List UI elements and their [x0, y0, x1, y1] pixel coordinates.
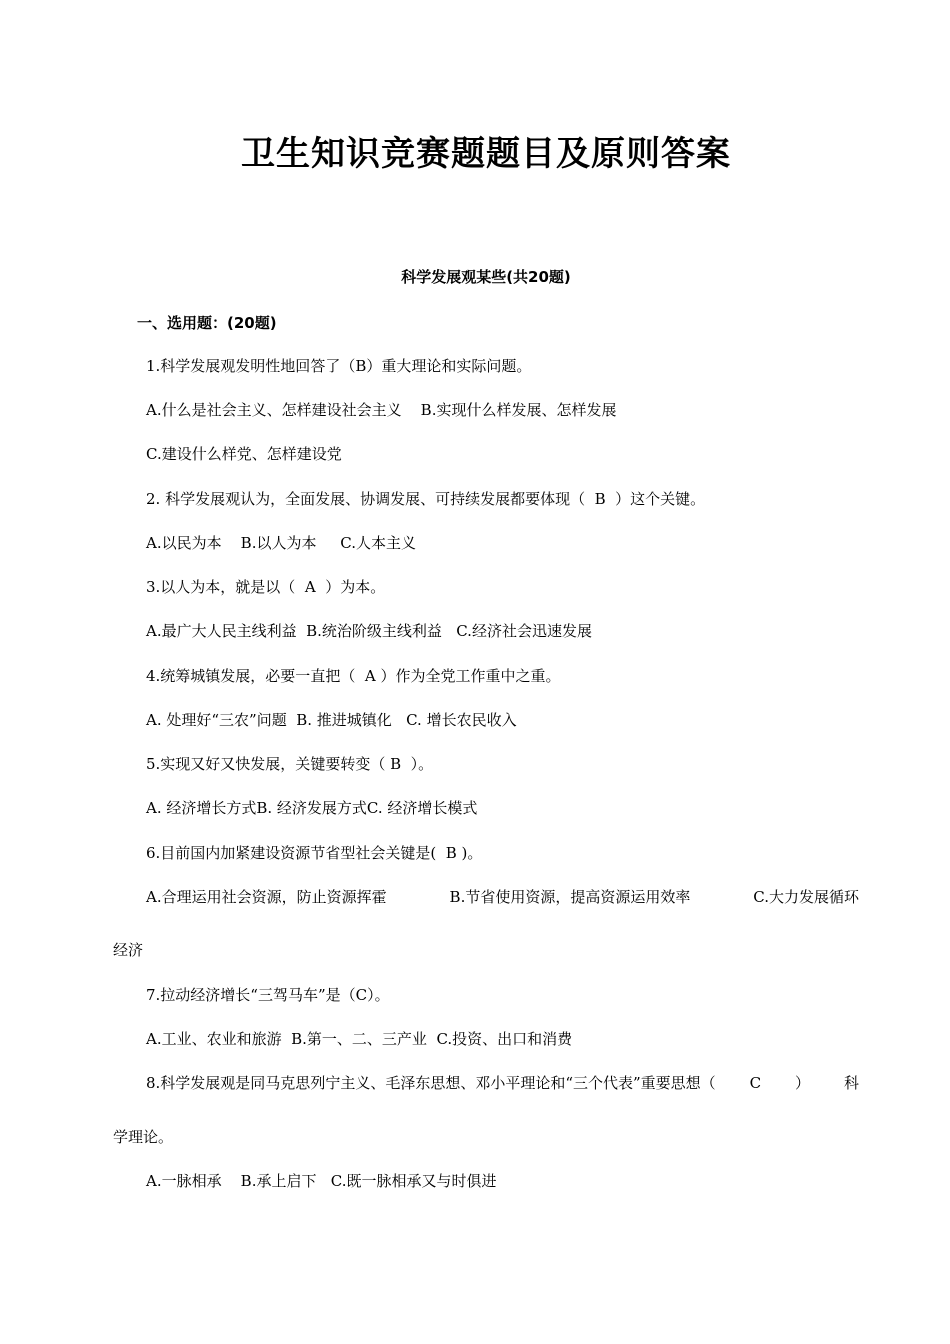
section-title: 科学发展观某些(共20题) — [401, 268, 571, 286]
question-1-option-c: C.建设什么样党、怎样建设党 — [146, 445, 342, 463]
question-8-bracket: ） — [795, 1074, 811, 1092]
question-5: 5.实现又好又快发展，关键要转变（ B ）。 — [146, 755, 434, 773]
question-2: 2. 科学发展观认为，全面发展、协调发展、可持续发展都要体现（ B ）这个关键。 — [146, 490, 706, 508]
question-6-options-continued: 经济 — [113, 941, 144, 959]
question-3-options: A.最广大人民主线利益 B.统治阶级主线利益 C.经济社会迅速发展 — [146, 622, 592, 640]
question-6: 6.目前国内加紧建设资源节省型社会关键是( B )。 — [146, 844, 483, 862]
question-8-answer: C — [749, 1074, 762, 1092]
question-2-options: A.以民为本 B.以人为本 C.人本主义 — [146, 534, 417, 552]
question-8-text-end: 科 — [843, 1074, 859, 1092]
question-5-options: A. 经济增长方式B. 经济发展方式C. 经济增长模式 — [146, 799, 478, 817]
question-7: 7.拉动经济增长“三驾马车”是（C）。 — [146, 986, 390, 1004]
question-6-option-c: C.大力发展循环 — [753, 888, 859, 906]
question-7-options: A.工业、农业和旅游 B.第一、二、三产业 C.投资、出口和消费 — [146, 1030, 573, 1048]
question-1: 1.科学发展观发明性地回答了（B）重大理论和实际问题。 — [146, 357, 532, 375]
question-1-options-ab: A.什么是社会主义、怎样建设社会主义 B.实现什么样发展、怎样发展 — [146, 401, 617, 419]
question-6-option-a: A.合理运用社会资源，防止资源挥霍 — [146, 888, 387, 906]
question-8 — [146, 1073, 859, 1093]
question-3: 3.以人为本，就是以（ A ）为本。 — [146, 578, 386, 596]
question-6-option-b: B.节省使用资源，提高资源运用效率 — [449, 888, 691, 906]
question-type-heading: 一、选用题：(20题) — [137, 314, 277, 332]
document-title: 卫生知识竞赛题题目及原则答案 — [241, 134, 731, 174]
question-4-options: A. 处理好“三农”问题 B. 推进城镇化 C. 增长农民收入 — [146, 711, 517, 729]
question-6-options — [146, 887, 859, 907]
question-8-continued: 学理论。 — [113, 1128, 174, 1146]
question-8-text: 8.科学发展观是同马克思列宁主义、毛泽东思想、邓小平理论和“三个代表”重要思想（ — [146, 1074, 716, 1092]
question-4: 4.统筹城镇发展，必要一直把（ A ）作为全党工作重中之重。 — [146, 667, 561, 685]
question-8-options: A.一脉相承 B.承上启下 C.既一脉相承又与时俱进 — [146, 1172, 497, 1190]
